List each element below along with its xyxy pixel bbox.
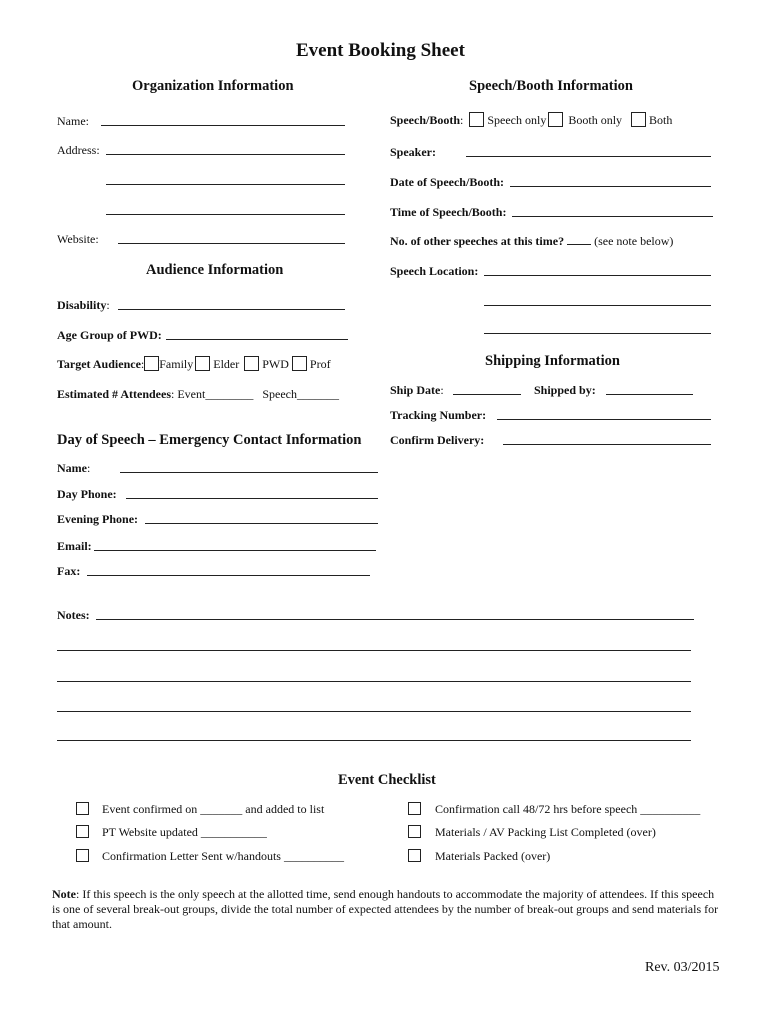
booth-only-checkbox[interactable]	[548, 112, 563, 127]
tracking-label: Tracking Number:	[390, 408, 487, 422]
checklist-right-2-label: Materials / AV Packing List Completed (over)	[435, 825, 656, 839]
checklist-right-1-label: Confirmation call 48/72 hrs before speech __________	[435, 802, 701, 816]
both-label: Both	[649, 113, 673, 127]
location-field-2[interactable]	[484, 305, 711, 306]
revision-label: Rev. 03/2015	[645, 960, 720, 975]
footnote-label: Note	[52, 887, 76, 901]
location-label: Speech Location:	[390, 264, 479, 278]
attendees-event-field[interactable]: Event________	[177, 387, 254, 401]
org-website-label: Website:	[57, 232, 99, 246]
speaker-field[interactable]	[466, 156, 711, 157]
notes-line-4[interactable]	[57, 711, 691, 712]
audience-heading: Audience Information	[146, 262, 284, 278]
checklist-left-3-checkbox[interactable]	[76, 849, 89, 862]
attendees-speech-field[interactable]: Speech_______	[262, 387, 339, 401]
org-address-field-1[interactable]	[106, 154, 345, 155]
booth-only-label: Booth only	[568, 113, 623, 127]
prof-label: Prof	[309, 357, 331, 371]
time-label: Time of Speech/Booth:	[390, 205, 507, 219]
org-address-field-3[interactable]	[106, 214, 345, 215]
emergency-name-label: Name	[57, 461, 87, 475]
org-name-field[interactable]	[101, 125, 345, 126]
family-checkbox[interactable]	[144, 356, 159, 371]
org-heading: Organization Information	[132, 78, 294, 94]
location-field-1[interactable]	[484, 275, 711, 276]
email-label: Email:	[57, 539, 92, 553]
speaker-label: Speaker:	[390, 145, 436, 159]
notes-line-2[interactable]	[57, 650, 691, 651]
checklist-heading: Event Checklist	[338, 772, 436, 788]
target-audience-label: Target Audience	[57, 357, 141, 371]
date-label: Date of Speech/Booth:	[390, 175, 504, 189]
speech-only-checkbox[interactable]	[469, 112, 484, 127]
notes-line-1[interactable]	[96, 619, 694, 620]
checklist-left-3-label: Confirmation Letter Sent w/handouts __________	[102, 849, 344, 863]
elder-label: Elder	[213, 357, 240, 371]
confirm-delivery-label: Confirm Delivery:	[390, 433, 485, 447]
checklist-right-1-checkbox[interactable]	[408, 802, 421, 815]
shipped-by-label: Shipped by:	[534, 383, 596, 397]
page-title: Event Booking Sheet	[296, 40, 465, 61]
ship-date-label: Ship Date	[390, 383, 441, 397]
prof-checkbox[interactable]	[292, 356, 307, 371]
tracking-field[interactable]	[497, 419, 711, 420]
ship-date-row: Ship Date:	[390, 383, 444, 397]
both-checkbox[interactable]	[631, 112, 646, 127]
disability-field[interactable]	[118, 309, 345, 310]
ship-date-field[interactable]	[453, 394, 521, 395]
confirm-delivery-field[interactable]	[503, 444, 711, 445]
day-phone-label: Day Phone:	[57, 487, 117, 501]
other-speeches-row	[390, 234, 673, 249]
shipped-by-field[interactable]	[606, 394, 693, 395]
speech-heading: Speech/Booth Information	[469, 78, 633, 94]
checklist-left-2-checkbox[interactable]	[76, 825, 89, 838]
checklist-right-2-checkbox[interactable]	[408, 825, 421, 838]
fax-label: Fax:	[57, 564, 81, 578]
org-name-label: Name:	[57, 114, 89, 128]
footnote	[52, 887, 722, 932]
org-website-field[interactable]	[118, 243, 345, 244]
date-field[interactable]	[510, 186, 711, 187]
checklist-right-3-label: Materials Packed (over)	[435, 849, 551, 863]
other-speeches-label: No. of other speeches at this time?	[390, 234, 565, 248]
notes-line-3[interactable]	[57, 681, 691, 682]
disability-row: Disability:	[57, 298, 110, 312]
org-address-field-2[interactable]	[106, 184, 345, 185]
target-audience-row: Target Audience: Family Elder PWD Prof	[57, 357, 331, 371]
pwd-checkbox[interactable]	[244, 356, 259, 371]
attendees-row: Estimated # Attendees: Event________ Speech_______	[57, 387, 339, 401]
emergency-name-row: Name:	[57, 461, 91, 475]
location-field-3[interactable]	[484, 333, 711, 334]
speech-type-row: Speech/Booth: Speech only Booth only Both	[390, 113, 673, 127]
checklist-left-2-label: PT Website updated ___________	[102, 825, 267, 839]
checklist-left-1-checkbox[interactable]	[76, 802, 89, 815]
age-group-label: Age Group of PWD:	[57, 328, 162, 342]
emergency-name-field[interactable]	[120, 472, 378, 473]
org-address-label: Address:	[57, 143, 100, 157]
age-group-field[interactable]	[166, 339, 348, 340]
evening-phone-label: Evening Phone:	[57, 512, 139, 526]
speech-only-label: Speech only	[487, 113, 547, 127]
time-field[interactable]	[512, 216, 713, 217]
footnote-text: : If this speech is the only speech at the allotted time, send enough handouts to accommodate the majority of attendees. If this speech is one of several break-out groups, divide the total number of expected attendees by the number of break-out groups and send materials for that amount.	[52, 887, 719, 931]
fax-field[interactable]	[87, 575, 370, 576]
elder-checkbox[interactable]	[195, 356, 210, 371]
notes-line-5[interactable]	[57, 740, 691, 741]
other-speeches-blank[interactable]	[567, 235, 591, 245]
email-field[interactable]	[94, 550, 376, 551]
evening-phone-field[interactable]	[145, 523, 378, 524]
notes-label: Notes:	[57, 608, 90, 622]
family-label: Family	[159, 357, 194, 371]
shipping-heading: Shipping Information	[485, 353, 620, 369]
speech-type-label: Speech/Booth	[390, 113, 461, 127]
checklist-right-3-checkbox[interactable]	[408, 849, 421, 862]
emergency-heading: Day of Speech – Emergency Contact Information	[57, 432, 362, 448]
day-phone-field[interactable]	[126, 498, 378, 499]
disability-label: Disability	[57, 298, 107, 312]
pwd-label: PWD	[262, 357, 289, 371]
other-speeches-note: (see note below)	[594, 234, 674, 248]
attendees-label: Estimated # Attendees	[57, 387, 171, 401]
checklist-left-1-label: Event confirmed on _______ and added to list	[102, 802, 325, 816]
